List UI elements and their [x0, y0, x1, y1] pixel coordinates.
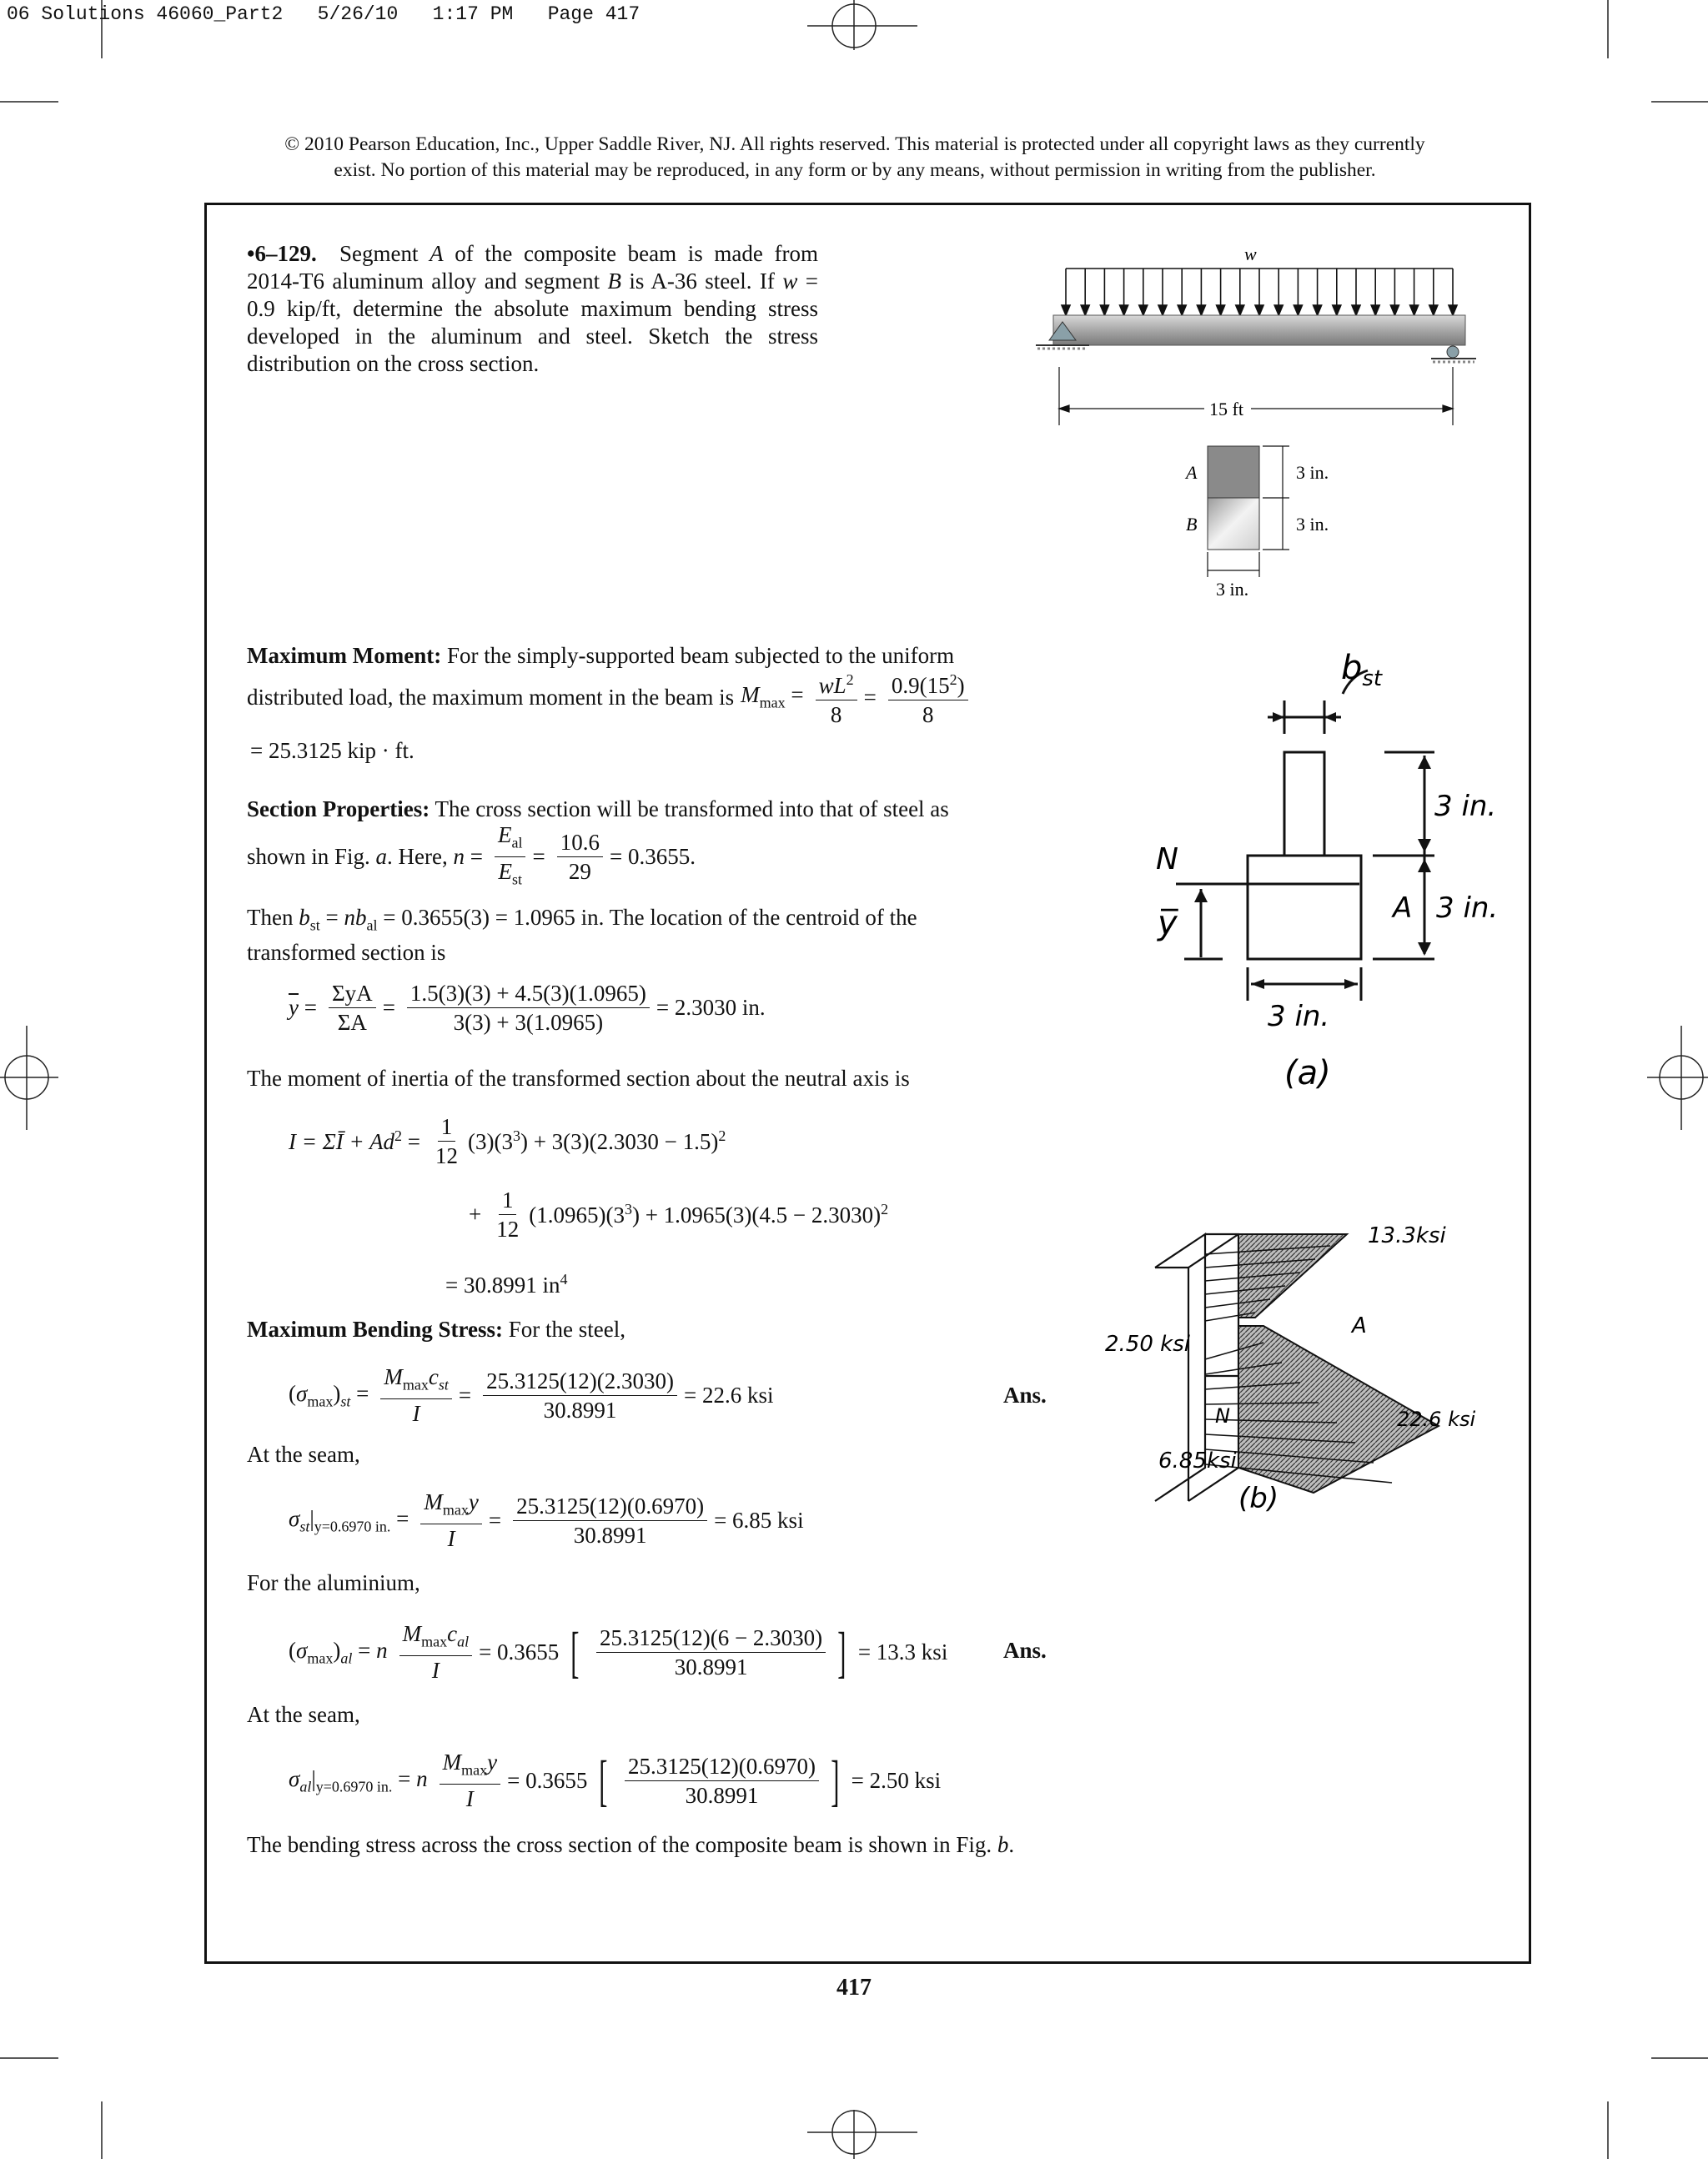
load-arrowhead [1294, 305, 1302, 315]
load-arrowhead [1100, 305, 1108, 315]
load-arrowhead [1062, 305, 1070, 315]
moi-line2-tail: ) + 1.0965(3)(4.5 − 2.3030) [631, 1203, 882, 1228]
seam-al-den: 30.8991 [685, 1782, 759, 1808]
n-result: = 0.3655. [609, 844, 696, 870]
seam-text2: At the seam, [247, 1702, 360, 1727]
problem-text-1: Segment [339, 241, 430, 266]
problem-text-2: of the composite beam is made from 2014-T6 aluminum alloy and segment [247, 241, 818, 294]
moi-result: = 30.8991 $in^4$ [445, 1271, 568, 1298]
section-line1 [247, 796, 1014, 823]
val-num: 0.9(15 [891, 673, 950, 698]
st-num-val: 25.3125(12)(2.3030) [483, 1368, 677, 1396]
seam-st-result: = 6.85 ksi [714, 1507, 804, 1533]
moi-result-text: = 30.8991 in [445, 1273, 560, 1298]
fig-a-dim-width: 3 in. [1268, 1000, 1330, 1033]
ybar-frac1 [329, 981, 376, 1035]
al-coef: = 0.3655 [479, 1639, 560, 1664]
load-arrowhead [1081, 305, 1089, 315]
n-num: 10.6 [557, 830, 603, 857]
bst-expr: = 0.3655(3) = 1.0965 in. The location of the centroid of the [383, 905, 917, 930]
span-label: 15 ft [1209, 399, 1243, 419]
fig-a-label-y: y̅ [1158, 904, 1178, 942]
section-text2: shown in Fig. [247, 844, 370, 870]
moi-line1-rest: (3)(3 [467, 1129, 513, 1154]
fig-b-s3: 22.6 ksi [1397, 1408, 1476, 1431]
max-moment-line1 [247, 642, 1014, 670]
ybar-eq: $\overline{y}$ = $\frac{\text{ΣyA}}{\Sigma A}$ = $\frac{1.5(3)(3) + 4.5(3)(1.0965)}{3(3) + 3(1.0965)}$ = 2.3030 in. [289, 981, 766, 1035]
height-dims [1263, 446, 1289, 550]
wl2-frac: $\frac{wL^2}{8}$ [816, 667, 857, 727]
load-arrowhead [1255, 305, 1263, 315]
n-eq: shown in Fig. a. Here, n = $\frac{E_{al}}{E_{st}}$ = $\frac{10.6}{29}$ = 0.3655. [247, 822, 702, 892]
e-al: E [497, 822, 512, 847]
final-text-main: The bending stress across the cross section of the composite beam is shown in Fig. [247, 1832, 992, 1857]
load-arrowhead [1333, 305, 1341, 315]
problem-text-3: is A-36 steel. If [621, 269, 783, 294]
load-arrowhead [1371, 305, 1379, 315]
fig-a-ref: a [375, 844, 388, 870]
ybar-result: = 2.3030 in. [656, 995, 766, 1020]
load-arrowhead [1178, 305, 1186, 315]
one-b: 1 [499, 1187, 517, 1215]
load-arrows [1062, 269, 1457, 315]
seam-st-num: 25.3125(12)(0.6970) [513, 1494, 707, 1521]
load-arrowhead [1236, 305, 1244, 315]
problem-text-4: = 0.9 kip/ft, determine the absolute maximum bending stress developed in the aluminum and steel. Sketch the stress distribution on the cross section. [247, 269, 818, 376]
n-var: n [453, 844, 465, 870]
load-arrowhead [1274, 305, 1283, 315]
copyright-notice [150, 132, 1560, 183]
segment-a [1208, 446, 1259, 498]
val-den: 8 [922, 702, 934, 727]
one-a: 1 [438, 1114, 456, 1142]
load-arrowhead [1352, 305, 1360, 315]
w-variable: w [782, 269, 798, 294]
seam-al-eq: $\sigma_{al}|_{y=0.6970 in.} = n$ $\frac{M_{max}y}{I}$ = 0.3655 [ $\frac{25.3125(12)(0.6970)}{30.8991}$ ] = 2.50 ksi [289, 1749, 942, 1813]
ybar-num1: ΣyA [329, 981, 376, 1008]
segment-b [1208, 498, 1259, 550]
wl2-den: 8 [830, 702, 842, 727]
seam-al-coef: = 0.3655 [507, 1767, 588, 1793]
max-moment-text1: For the simply-supported beam subjected to the uniform [446, 643, 955, 668]
seam-al-num: 25.3125(12)(0.6970) [625, 1754, 819, 1781]
fig-b-label-a: A [1352, 1313, 1367, 1338]
problem-number: •6–129. [247, 241, 317, 266]
fig-a-label-a: A [1393, 891, 1413, 925]
dim-width: 3 in. [1216, 579, 1249, 600]
st-den-val: 30.8991 [543, 1397, 617, 1423]
problem-statement [247, 240, 818, 378]
load-arrowhead [1139, 305, 1148, 315]
twelve-b: 12 [496, 1217, 520, 1242]
load-arrowhead [1429, 305, 1438, 315]
moi-line2-rest: (1.0965)(3 [529, 1203, 625, 1228]
fig-b-label-n: N [1215, 1404, 1230, 1428]
segment-a-label: A [1186, 462, 1198, 483]
load-arrowhead [1449, 305, 1457, 315]
al-text: For the aluminium, [247, 1570, 420, 1595]
fig-b-ref: b [997, 1832, 1009, 1857]
seam-text: At the seam, [247, 1442, 360, 1467]
fig-a-bst: $b_{st}$ [1341, 649, 1383, 691]
span-dimension [1059, 367, 1453, 425]
val-frac: $\frac{0.9(15^2)}{8}$ [888, 667, 968, 727]
ybar-frac2 [407, 981, 650, 1035]
ans-steel: Ans. [1003, 1383, 1047, 1408]
fig-a-label-n: N [1156, 842, 1178, 876]
load-arrowhead [1197, 305, 1205, 315]
page-number: 417 [836, 1975, 872, 2001]
fig-b-s1: 13.3ksi [1368, 1223, 1446, 1248]
final-text [247, 1831, 1014, 1859]
al-den: 30.8991 [674, 1654, 748, 1680]
al-stress-eq: $(\sigma_{max})_{al} = n$ $\frac{M_{max}c_{al}}{I}$ = 0.3655 [ $\frac{25.3125(12)(6 - 2.3030)}{30.8991}$ ] = 13.3 ksi [289, 1620, 948, 1685]
transformed-text: transformed section is [247, 940, 446, 966]
load-label: w [1244, 244, 1257, 264]
load-arrowhead [1314, 305, 1322, 315]
section-text3: . Here, [387, 844, 448, 870]
moi-line1-tail: ) + 3(3)(2.3030 − 1.5) [520, 1129, 719, 1154]
final-period: . [1008, 1832, 1015, 1857]
bst-line: Then $b_{st} = nb_{al} = 0.3655(3) = 1.0965$ in. The location of the centroid of the transformed section is [247, 905, 917, 966]
fig-a-dim-bottom: 3 in. [1436, 891, 1499, 925]
fig-b-s4: 6.85ksi [1158, 1449, 1237, 1474]
m-max-var: M [741, 682, 760, 708]
dim-b: 3 in. [1296, 514, 1329, 535]
width-dim [1208, 552, 1259, 577]
moi-line2: + $\frac{1}{12}$ $(1.0965)(3^3) + 1.0965(3)(4.5 - 2.3030)^2$ [469, 1187, 889, 1242]
seam-st-den: 30.8991 [573, 1522, 647, 1548]
fig-b-stress-distribution [1105, 1218, 1497, 1534]
ans-al: Ans. [1003, 1638, 1047, 1663]
fig-a-transformed-section [1143, 642, 1510, 1109]
copyright-line-1: © 2010 Pearson Education, Inc., Upper Saddle River, NJ. All rights reserved. This material is protected under all copyright laws as they currently [284, 133, 1425, 155]
max-moment-heading: Maximum Moment: [247, 643, 442, 668]
m-result: = 25.3125 kip · ft. [250, 738, 414, 763]
n-frac [557, 830, 603, 884]
seam-sub-al: y=0.6970 in. [315, 1777, 393, 1795]
roller-support [1431, 346, 1476, 362]
dim-a: 3 in. [1296, 462, 1329, 483]
section-text1: The cross section will be transformed into that of steel as [435, 796, 949, 821]
section-heading: Section Properties: [247, 796, 430, 821]
moi-prefix: I = ΣĪ + Ad [289, 1129, 394, 1154]
wl2-num: wL [818, 673, 846, 698]
seam-al-result: = 2.50 ksi [851, 1767, 942, 1793]
seam-steel-eq: $\sigma_{st}|_{y=0.6970 in.}$ = $\frac{M_{max}y}{I}$ = $\frac{25.3125(12)(0.6970)}{30.8991}$ = 6.85 ksi [289, 1489, 804, 1552]
fig-b-s2: 2.50 ksi [1105, 1332, 1190, 1357]
max-moment-eq: distributed load, the maximum moment in the beam is $M_{max}$ = $\frac{wL^2}{8}$ = $\frac{0.9(15^2)}{8}$ [247, 667, 975, 727]
beam-figure [1026, 242, 1501, 609]
al-result: = 13.3 ksi [857, 1639, 948, 1664]
segment-a-ref: A [430, 241, 444, 266]
then-text: Then [247, 905, 294, 930]
n-den: 29 [568, 859, 591, 885]
fig-a-caption: (a) [1284, 1054, 1331, 1092]
ybar-num2: 1.5(3)(3) + 4.5(3)(1.0965) [407, 981, 650, 1008]
fig-b-caption: (b) [1238, 1482, 1279, 1515]
stress-line [247, 1316, 625, 1343]
ybar-den1: ΣA [337, 1010, 367, 1035]
copyright-line-2: exist. No portion of this material may be reproduced, in any form or by any means, without permission in writing from the publisher. [334, 159, 1376, 181]
m-max-sub: max [759, 694, 786, 711]
beam [1053, 315, 1465, 345]
fig-a-dim-top: 3 in. [1434, 790, 1497, 823]
load-arrowhead [1390, 305, 1399, 315]
moi-text: The moment of inertia of the transformed section about the neutral axis is [247, 1066, 910, 1091]
load-arrowhead [1120, 305, 1128, 315]
st-result: = 22.6 ksi [684, 1382, 774, 1408]
stress-heading: Maximum Bending Stress: [247, 1317, 504, 1342]
e-st: E [498, 859, 512, 885]
seam-sub-steel: y=0.6970 in. [314, 1517, 391, 1534]
file-header: 06 Solutions 46060_Part2 5/26/10 1:17 PM Page 417 [7, 3, 640, 25]
ybar-den2: 3(3) + 3(1.0965) [453, 1010, 604, 1035]
stress-text: For the steel, [508, 1317, 626, 1342]
steel-stress-eq: $(\sigma_{max})_{st}$ = $\frac{M_{max}c_{st}}{I}$ = $\frac{25.3125(12)(2.3030)}{30.8991}$ = 22.6 ksi [289, 1364, 774, 1427]
e-frac: $\frac{E_{al}}{E_{st}}$ [495, 822, 526, 892]
twelve-a: 12 [435, 1143, 458, 1168]
segment-b-label: B [1186, 514, 1198, 535]
load-arrowhead [1158, 305, 1167, 315]
al-num: 25.3125(12)(6 − 2.3030) [596, 1625, 826, 1653]
load-arrowhead [1410, 305, 1419, 315]
segment-b-ref: B [607, 269, 622, 294]
load-arrowhead [1217, 305, 1225, 315]
moi-line1: I = ΣĪ + $Ad^2$ = $\frac{1}{12}$ $(3)(3^3) + 3(3)(2.3030 - 1.5)^2$ [289, 1114, 726, 1168]
max-moment-text2: distributed load, the maximum moment in the beam is [247, 684, 735, 710]
